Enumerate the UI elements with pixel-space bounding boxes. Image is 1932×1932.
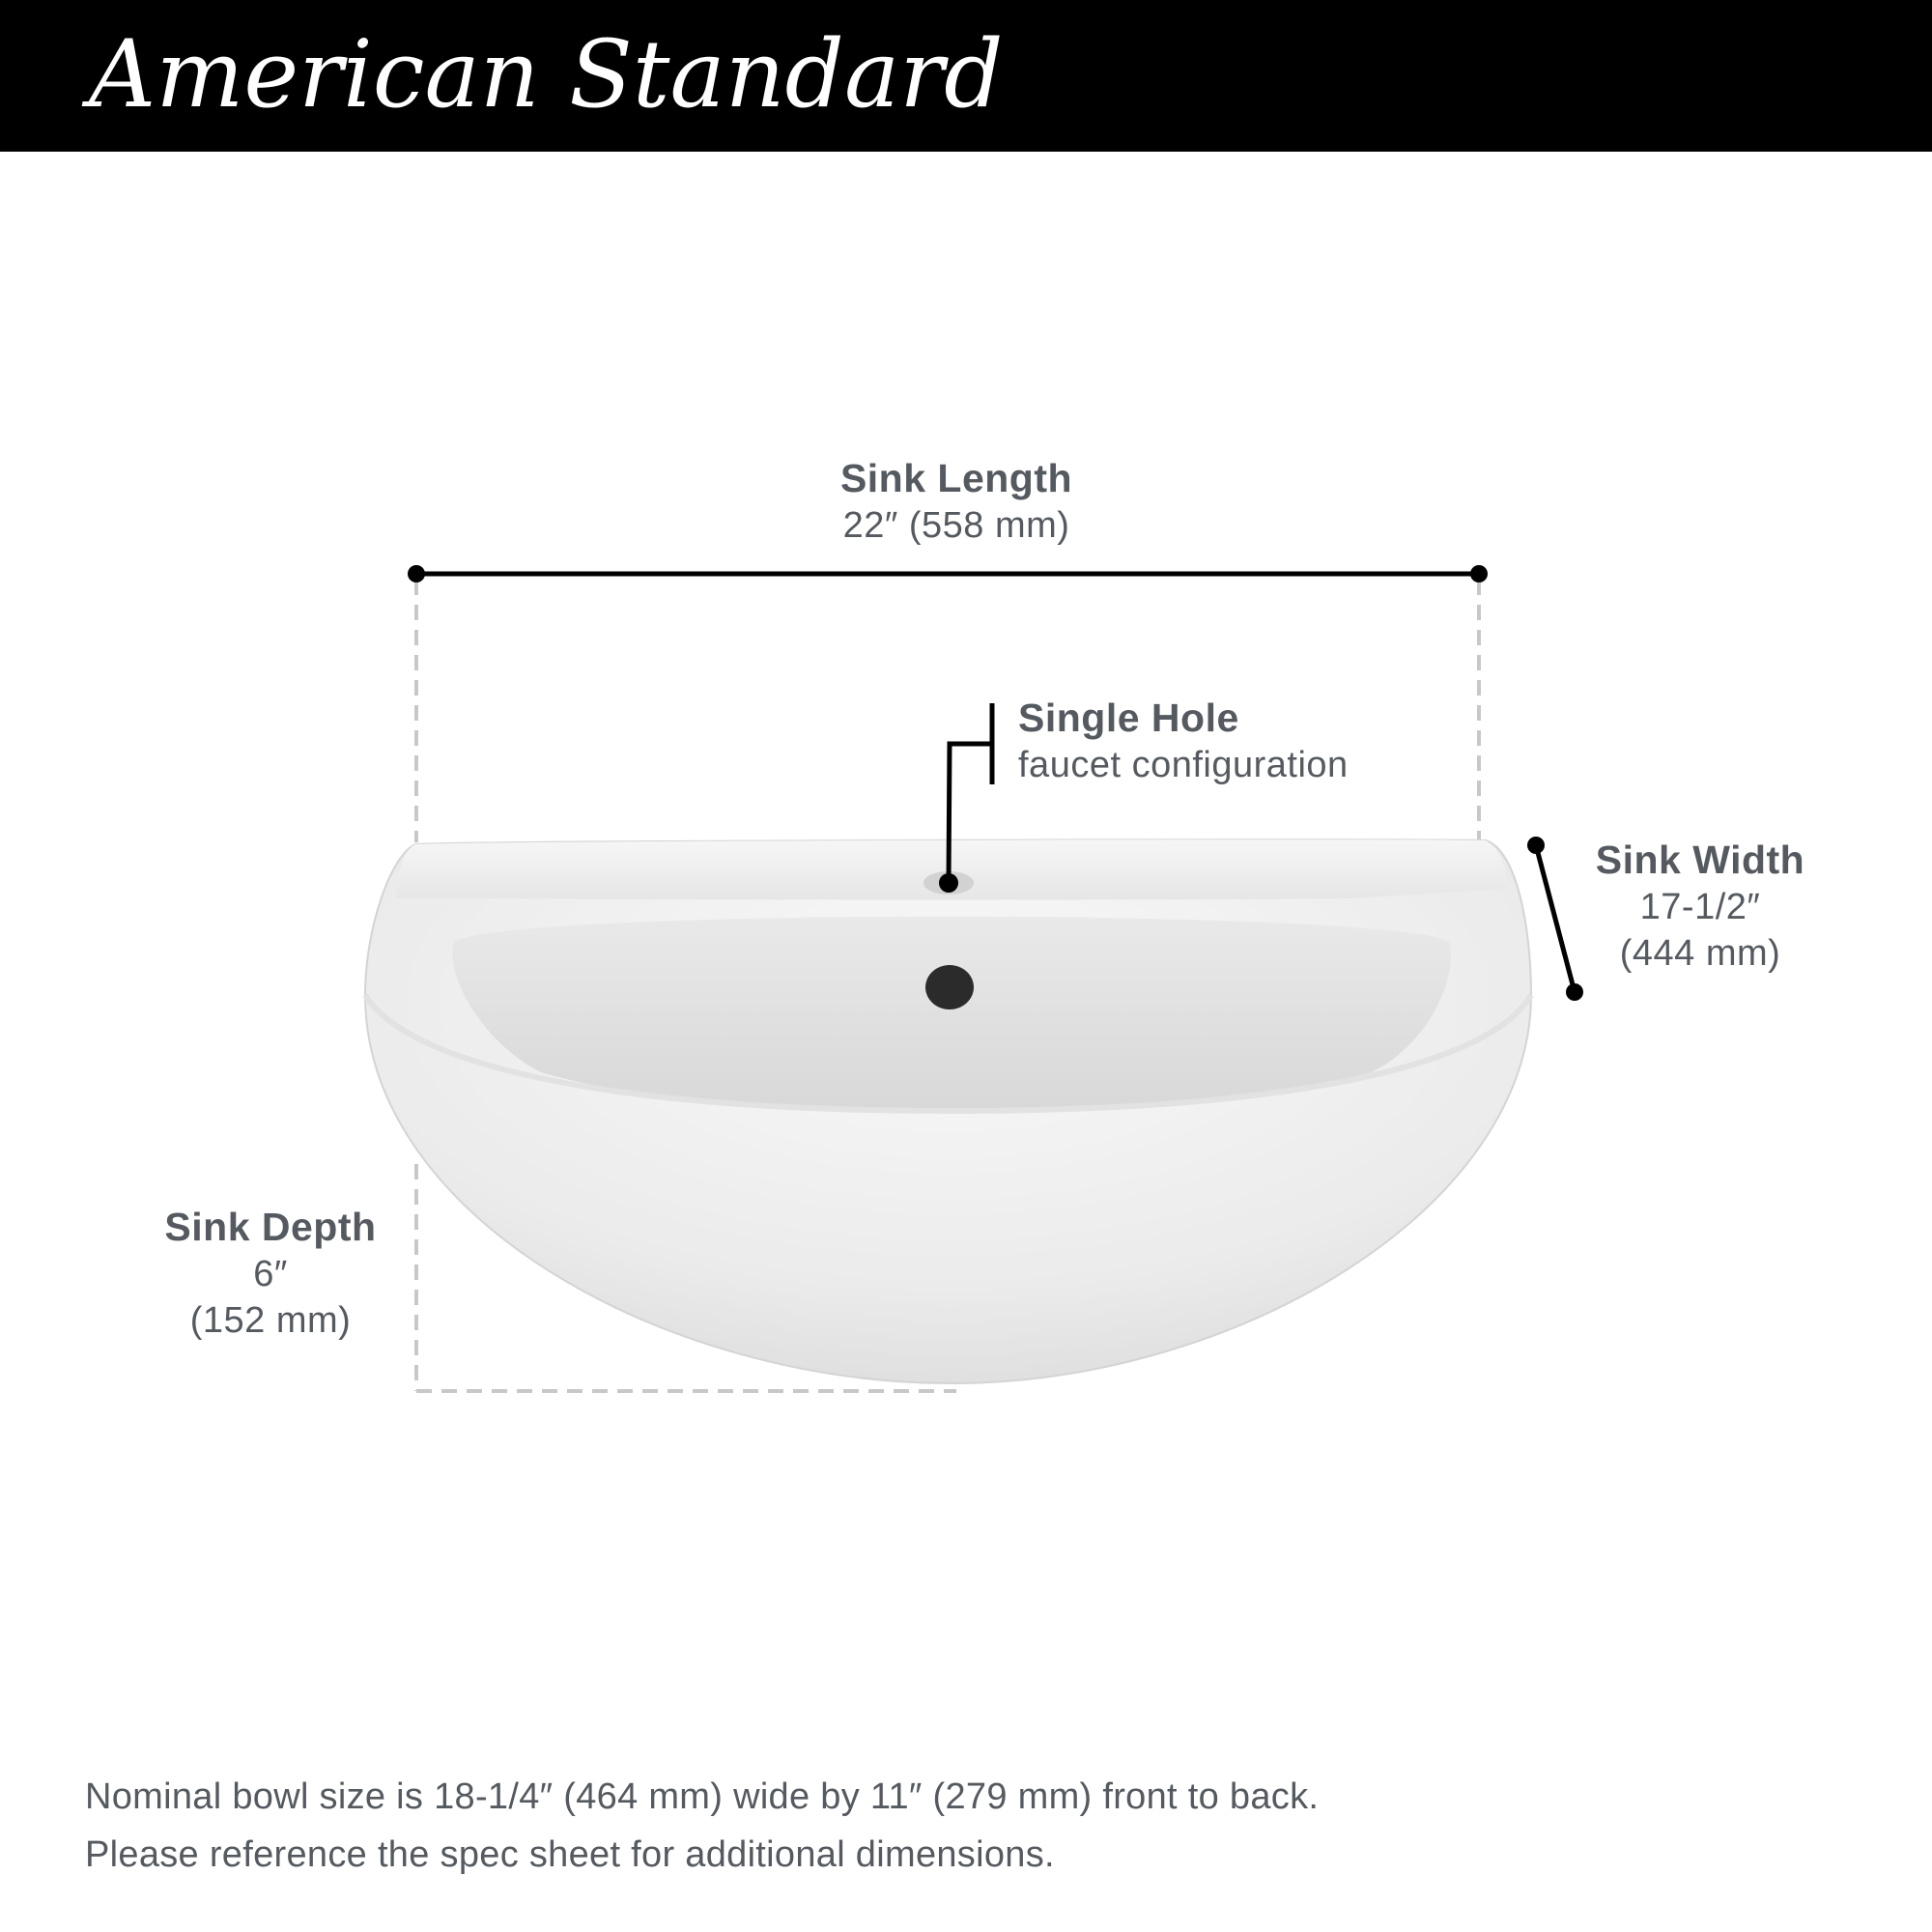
svg-text:American Standard: American Standard [89,20,1004,128]
sink-width-label [1565,836,1835,977]
sink-depth-title: Sink Depth [164,1205,377,1249]
sink-basin [452,917,1450,1111]
overflow-drain [925,965,974,1009]
sink-width-title: Sink Width [1595,838,1805,882]
sink-image [365,839,1531,1383]
sink-depth-value-in: 6″ [253,1254,288,1294]
footnote [85,1768,1872,1884]
sink-length-value: 22″ (558 mm) [842,505,1070,546]
footnote-line-1: Nominal bowl size is 18-1/4″ (464 mm) wide by 11″ (279 mm) front to back. [85,1776,1320,1817]
single-hole-title: Single Hole [1018,696,1239,740]
single-hole-subtitle: faucet configuration [1018,745,1349,785]
length-dimension-line [408,565,1488,582]
single-hole-label [1018,694,1482,788]
sink-length-label [715,454,1198,549]
sink-width-value-in: 17-1/2″ [1639,887,1761,927]
sink-length-title: Sink Length [839,456,1073,500]
sink-depth-label [126,1203,415,1344]
sink-depth-value-mm: (152 mm) [189,1300,352,1341]
sink-width-value-mm: (444 mm) [1619,933,1781,974]
footnote-line-2: Please reference the spec sheet for additional dimensions. [85,1834,1055,1875]
